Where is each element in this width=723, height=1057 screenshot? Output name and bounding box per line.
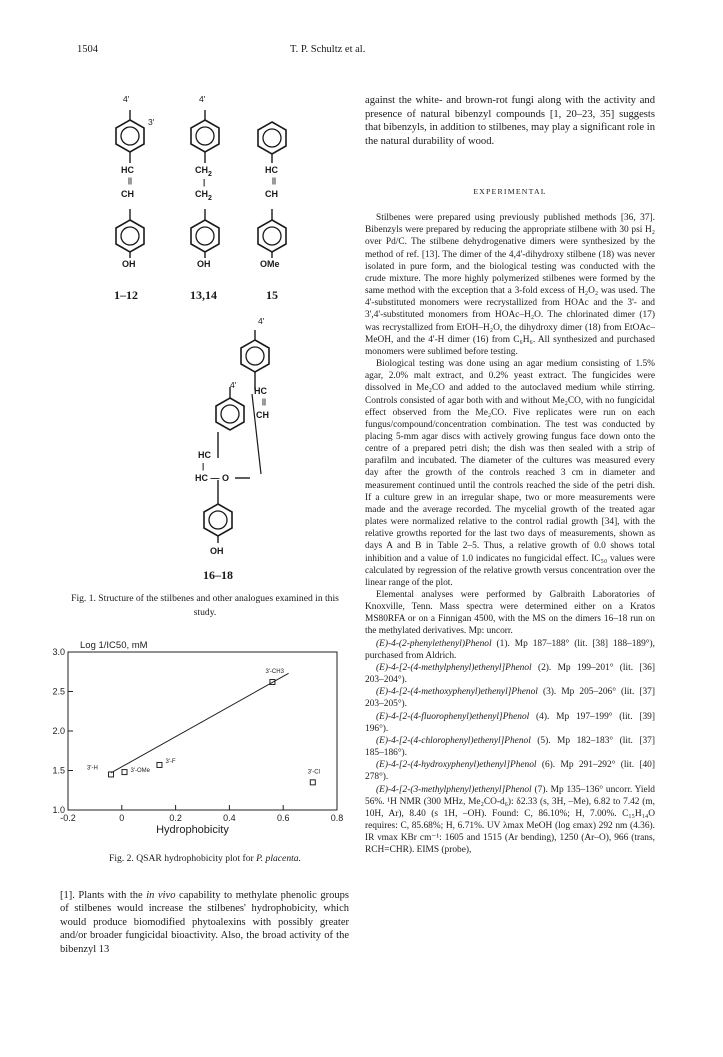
right-column-body bbox=[365, 172, 655, 856]
compound-label-16-18: 16–18 bbox=[203, 568, 233, 582]
compound-entry-6: (E)-4-[2-(4-hydroxyphenyl)ethenyl]Phenol (6). Mp 291–292° (lit. [40] 278°). bbox=[365, 760, 655, 783]
group-ch-15: CH bbox=[265, 189, 278, 199]
y-axis-label: Log 1/IC50, mM bbox=[80, 640, 148, 651]
paragraph-analyses: Elemental analyses were performed by Galbraith Laboratories of Knoxville, Tenn. Mass spectra were determined either on a Kratos MS80RFA or on a Finnigan 4500, with the MS on the dimers 16–18 run on the methylated derivatives. Mp: uncorr. bbox=[365, 590, 655, 637]
compound-label-13-14: 13,14 bbox=[190, 288, 217, 302]
compound-entry-2: (E)-4-[2-(4-methylphenyl)ethenyl]Phenol (2). Mp 199–201° (lit. [36] 203–204°). bbox=[365, 662, 655, 686]
figure2-caption-species: P. placenta. bbox=[256, 853, 301, 864]
figure1-caption: Fig. 1. Structure of the stilbenes and other analogues examined in this study. bbox=[71, 593, 339, 618]
y-tick-label: 1.5 bbox=[52, 765, 65, 776]
compound-entry-4: (E)-4-[2-(4-fluorophenyl)ethenyl]Phenol (4). Mp 197–199° (lit. [39] 196°). bbox=[365, 711, 655, 734]
group-hc-ring: HC bbox=[198, 450, 211, 460]
label-3prime: 3' bbox=[148, 117, 155, 127]
plot-frame bbox=[68, 652, 337, 810]
y-tick-label: 3.0 bbox=[52, 647, 65, 657]
group-ch: CH bbox=[121, 189, 134, 199]
x-tick-label: 0 bbox=[119, 813, 125, 823]
compound-label-15: 15 bbox=[266, 288, 278, 302]
figure2-caption bbox=[60, 852, 350, 866]
data-point bbox=[310, 780, 315, 785]
group-oh-b: OH bbox=[197, 259, 211, 269]
group-hc-o: HC — O bbox=[195, 473, 230, 483]
page-number: 1504 bbox=[77, 44, 98, 55]
label-4prime-b: 4' bbox=[199, 94, 206, 104]
regression-line bbox=[111, 673, 289, 773]
x-tick-label: -0.2 bbox=[60, 813, 76, 823]
y-tick-label: 2.5 bbox=[52, 686, 65, 697]
label-4prime-a: 4' bbox=[123, 94, 130, 104]
group-ome: OMe bbox=[260, 259, 280, 269]
group-hc-dimer: HC bbox=[254, 386, 267, 396]
group-hc: HC bbox=[121, 165, 134, 175]
running-title: T. P. Schultz et al. bbox=[290, 44, 366, 55]
label-4prime-c: 4' bbox=[258, 316, 265, 326]
group-ch2-b: $CH_2$ bbox=[195, 189, 212, 202]
x-tick-label: 0.6 bbox=[276, 813, 290, 823]
point-label: 3'-OMe bbox=[130, 768, 150, 775]
paragraph-synthesis: Stilbenes were prepared using previously published methods [36, 37]. Bibenzyls were prepared by reducing the appropriate stilbene with 30 psi H₂ over Pd/C. The stilbene dehydrogenative dimers were synthesized by the method of ref. [13]. The dimer of the 4,4'-dihydroxy stilbene (18) was never isolated in pure form, and the biological testing was conducted with the crude mixture. The more highly polymerized stilbenes were formed by the same method with the exception that a 3-fold excess of H₂O₂ was used. The 4'-substituted monomers were recrystallized from HOAc and the 3'- and 3',4'-substituted monomers from HOAc–H₂O. The chlorinated dimer (17) was recrystallized from EtOH–H₂O, the dihydroxy dimer (18) from EtOAc–MeOH, and the 4'-H dimer (16) from C₆H₆. All synthesized and purchased monomers were sublimed before testing. bbox=[365, 213, 655, 357]
compound-label-1-12: 1–12 bbox=[114, 288, 138, 302]
compound-entry-7: (E)-4-[2-(3-methylphenyl)ethenyl]Phenol (7). Mp 135–136° uncorr. Yield 56%. ¹H NMR (300 MHz, Me₂CO-d₆): δ2.33 (s, 3H, –Me), 6.82 to 7.42 (m, 10H, Ar), 8.40 (s 1H, –OH). Found: C, 86.10%; H, 7.00%. C₁₅H₁₄O requires: C, 85.68%; H, 6.71%. UV λmax MeOH (log εmax) 292 nm (4.36). IR νmax KBr cm⁻¹: 1605 and 1515 (Ar bending), 1250 (Ar–O), 966 (trans, RCH=CHR). EIMS (probe), bbox=[365, 784, 655, 856]
point-label: 3'-CH3 bbox=[265, 669, 284, 676]
x-tick-label: 0.2 bbox=[169, 813, 182, 823]
group-oh-dimer: OH bbox=[210, 546, 224, 556]
label-4prime-d: 4' bbox=[230, 380, 237, 390]
x-tick-label: 0.8 bbox=[330, 813, 344, 823]
x-tick-label: 0.4 bbox=[223, 813, 236, 823]
compound-entry-3: (E)-4-[2-(4-methoxyphenyl)ethenyl]Phenol (3). Mp 205–206° (lit. [37] 203–205°). bbox=[365, 687, 655, 710]
compound-entry-5: (E)-4-[2-(4-chlorophenyl)ethenyl]Phenol (5). Mp 182–183° (lit. [37] 185–186°). bbox=[365, 735, 655, 759]
data-point bbox=[122, 770, 127, 775]
compound-entry-1: (E)-4-(2-phenylethenyl)Phenol (1). Mp 187–188° (lit. [38] 188–189°), purchased from Aldrich. bbox=[365, 638, 655, 661]
paragraph-biological-testing: Biological testing was done using an agar medium consisting of 1.5% agar, 2.0% malt extract, and 0.2% yeast extract. The fungicides were dissolved in Me₂CO and added to the autoclaved medium while stirring. Controls consisted of agar both with and without Me₂CO, with no fungicidal effect observed from the Me₂CO. Five replicates were run on each fungus/compound/concentration combination. The test was conducted by placing 5-mm agar discs with actively growing fungus face down onto the centre of a prepared petri dish; the dish was then sealed with a strip of parafilm and incubated. The diameter of the cultures was measured every day after the growth of the controls reached 3 cm in diameter and measurement continued until the controls reached the side of the petri dish. If a culture grew in an irregular shape, two or more measurements were made and the average recorded. The mycelial growth of the treated agar plates were normalized relative to the control radial growth [34], with the relative growths reported for the last two days of measurements, shown as days A and B in Table 2–5. Thus, a relative growth of 0.0 shows total inhibition and a value of 1.0 indicates no fungicidal effect. IC₅₀ values were calculated by regression of the relative growth versus concentration over the linear range of the plot. bbox=[365, 359, 655, 588]
y-tick-label: 2.0 bbox=[52, 726, 65, 736]
group-hc-15: HC bbox=[265, 165, 278, 175]
group-oh-a: OH bbox=[122, 259, 136, 269]
right-intro: against the white- and brown-rot fungi along with the activity and presence of natural bibenzyl compounds [1, 20–23, 35] suggests that bibenzyls, in addition to stilbenes, may play a significant role in the natural durability of wood. bbox=[365, 95, 655, 147]
point-label: 3'-H bbox=[87, 765, 98, 772]
group-ch-dimer: CH bbox=[256, 410, 269, 420]
left-column-text bbox=[60, 889, 349, 956]
left-text-body: [1]. Plants with the in vivo capability to methylate phenolic groups of stilbenes would increase the stilbenes' hydrophobicity, which would produce biomodified phytoalexins with possibly greater and/or broader fungicidal bioactivity. Also, the broad activity of the bibenzyl 13 bbox=[60, 890, 349, 955]
section-heading-experimental: EXPERIMENTAL bbox=[473, 187, 547, 196]
data-point bbox=[157, 762, 162, 767]
point-label: 3'-F bbox=[165, 758, 176, 765]
point-label: 3'-Cl bbox=[307, 769, 320, 776]
x-axis-label: Hydrophobicity bbox=[156, 824, 229, 836]
y-tick-label: 1.0 bbox=[52, 805, 65, 815]
group-ch2-a: $CH_2$ bbox=[195, 165, 212, 178]
figure2-caption-text: Fig. 2. QSAR hydrophobicity plot for bbox=[109, 853, 257, 864]
